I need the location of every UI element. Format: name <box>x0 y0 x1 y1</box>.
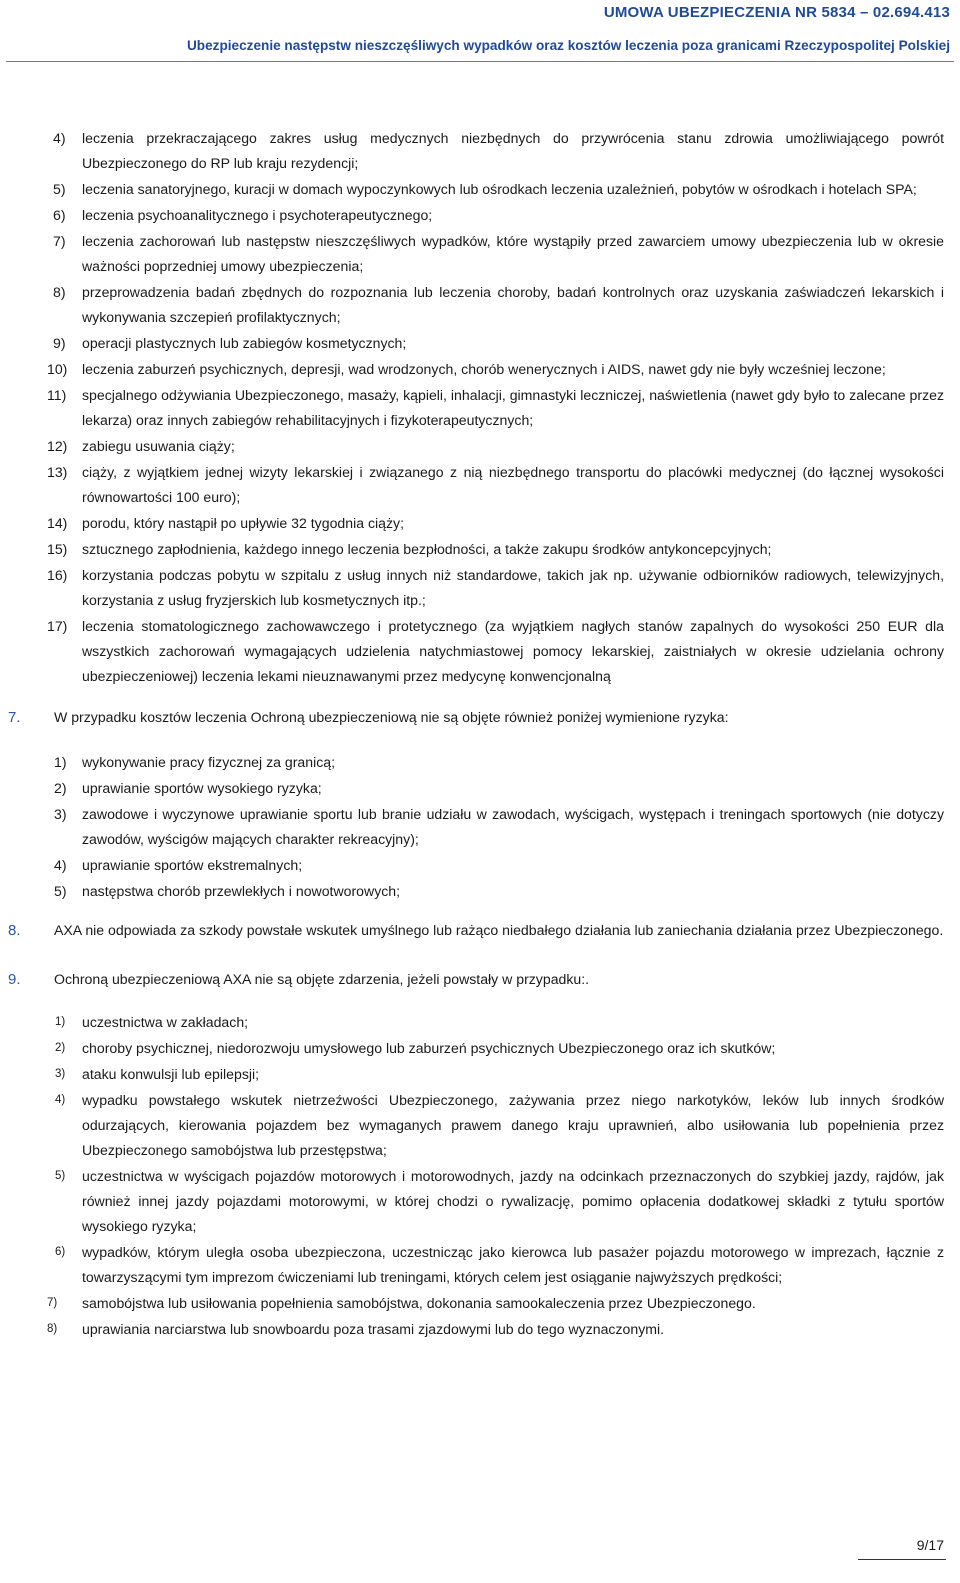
list-item-text: leczenia zaburzeń psychicznych, depresji, wad wrodzonych, chorób wenerycznych i AIDS, nawet gdy nie były wcześniej leczone; <box>82 361 886 377</box>
list-item-text: wypadków, którym uległa osoba ubezpieczona, uczestnicząc jako kierowca lub pasażer pojazdu motorowego w imprezach, łącznie z towarzyszącymi tym imprezom ćwiczeniami lub treningami, których celem jest osiąganie najwyższych prędkości; <box>82 1244 944 1285</box>
list-item-text: przeprowadzenia badań zbędnych do rozpoznania lub leczenia choroby, badań kontrolnych oraz uzyskania zaświadczeń lekarskich i wykonywania szczepień profilaktycznych; <box>82 284 944 325</box>
list-item-number: 7) <box>53 233 66 249</box>
list-item <box>0 879 960 904</box>
list-item-text: uczestnictwa w wyścigach pojazdów motorowych i motorowodnych, jazdy na odcinkach przeznaczonych do szybkiej jazdy, rajdów, jak również innej jazdy pojazdami motorowymi, w której chodzi o rywalizację, pomimo opłacenia dodatkowej składki z tytułu sportów wysokiego ryzyka; <box>82 1168 944 1234</box>
list-item <box>0 1317 960 1342</box>
list-item-number: 1) <box>54 754 67 770</box>
list-item-text: leczenia stomatologicznego zachowawczego i protetycznego (za wyjątkiem nagłych stanów zapalnych do wysokości 250 EUR dla wszystkich zachorowań wymagających udzielenia natychmiastowej pomocy lekarskiej, zaistniałych w okresie udzielania ochrony ubezpieczeniowej) leczenia lekami nieuznawanymi przez medycynę konwencjonalną <box>82 618 944 684</box>
list-item-text: uprawianie sportów wysokiego ryzyka; <box>82 780 322 796</box>
exclusion-list-medical <box>0 126 960 689</box>
list-item <box>0 280 960 330</box>
list-item-number: 3) <box>54 806 67 822</box>
list-item-number: 8) <box>47 1323 58 1335</box>
section-number: 9. <box>8 971 21 988</box>
list-item-number: 13) <box>47 464 68 480</box>
list-item-text: porodu, który nastąpił po upływie 32 tygodnia ciąży; <box>82 515 404 531</box>
section-8 <box>0 918 960 943</box>
list-item <box>0 126 960 176</box>
section-number: 8. <box>8 922 21 939</box>
list-item-text: następstwa chorób przewlekłych i nowotworowych; <box>82 883 401 899</box>
list-item-number: 9) <box>53 335 66 351</box>
list-item-number: 5) <box>55 1170 66 1182</box>
list-item <box>0 802 960 852</box>
list-item-number: 10) <box>47 361 68 377</box>
list-item <box>0 563 960 613</box>
list-item-text: wypadku powstałego wskutek nietrzeźwości Ubezpieczonego, zażywania przez niego narkotyków, leków lub innych środków odurzających, kierowania pojazdem bez wymaganych prawem danego kraju uprawnień, albo usiłowania lub popełnienia przez Ubezpieczonego samobójstwa lub przestępstwa; <box>82 1092 944 1158</box>
list-item <box>0 853 960 878</box>
list-item-text: specjalnego odżywiania Ubezpieczonego, masaży, kąpieli, inhalacji, gimnastyki leczniczej, naświetlenia (nawet gdy było to zalecane przez lekarza) oraz innych zabiegów rehabilitacyjnych i fizykoterapeutycznych; <box>82 387 944 428</box>
section-7 <box>0 705 960 730</box>
list-item-text: zabiegu usuwania ciąży; <box>82 438 235 454</box>
list-item-number: 4) <box>55 1094 66 1106</box>
list-item-text: sztucznego zapłodnienia, każdego innego leczenia bezpłodności, a także zakupu środków antykoncepcyjnych; <box>82 541 772 557</box>
list-item <box>0 1291 960 1316</box>
list-item <box>0 1036 960 1061</box>
list-item-number: 4) <box>53 130 66 146</box>
list-item-text: leczenia psychoanalitycznego i psychoterapeutycznego; <box>82 207 433 223</box>
list-item-text: choroby psychicznej, niedorozwoju umysłowego lub zaburzeń psychicznych Ubezpieczonego oraz ich skutków; <box>82 1040 776 1056</box>
list-item-number: 2) <box>55 1042 66 1054</box>
section-text: AXA nie odpowiada za szkody powstałe wskutek umyślnego lub rażąco niedbałego działania lub zaniechania działania przez Ubezpieczonego. <box>54 922 944 938</box>
list-item-text: leczenia przekraczającego zakres usług medycznych niezbędnych do przywrócenia stanu zdrowia umożliwiającego powrót Ubezpieczonego do RP lub kraju rezydencji; <box>82 130 944 171</box>
list-item-text: uprawianie sportów ekstremalnych; <box>82 857 303 873</box>
list-item <box>0 1240 960 1290</box>
list-item-number: 7) <box>47 1297 58 1309</box>
footer-divider <box>858 1559 946 1560</box>
page-number: 9/17 <box>916 1537 944 1553</box>
list-item-text: leczenia sanatoryjnego, kuracji w domach wypoczynkowych lub ośrodkach leczenia uzależnień, pobytów w ośrodkach i hotelach SPA; <box>82 181 917 197</box>
section-text: W przypadku kosztów leczenia Ochroną ubezpieczeniową nie są objęte również poniżej wymienione ryzyka: <box>54 709 729 725</box>
list-item <box>0 1088 960 1163</box>
list-item <box>0 229 960 279</box>
list-item-text: operacji plastycznych lub zabiegów kosmetycznych; <box>82 335 407 351</box>
section-number: 7. <box>8 709 21 726</box>
list-item-number: 12) <box>47 438 68 454</box>
section-9 <box>0 967 960 992</box>
list-item <box>0 203 960 228</box>
list-item <box>0 383 960 433</box>
exclusion-list-risks <box>0 750 960 904</box>
list-item-number: 6) <box>53 207 66 223</box>
list-item <box>0 776 960 801</box>
list-item <box>0 1010 960 1035</box>
list-item-text: samobójstwa lub usiłowania popełnienia samobójstwa, dokonania samookaleczenia przez Ubezpieczonego. <box>82 1295 756 1311</box>
list-item-text: uprawiania narciarstwa lub snowboardu poza trasami zjazdowymi lub do tego wyznaczonymi. <box>82 1321 665 1337</box>
header-divider <box>6 61 954 62</box>
list-item-number: 14) <box>47 515 68 531</box>
exclusion-list-events <box>0 1010 960 1342</box>
list-item-text: korzystania podczas pobytu w szpitalu z usług innych niż standardowe, takich jak np. używanie odbiorników radiowych, telewizyjnych, korzystania z usług fryzjerskich lub kosmetycznych itp.; <box>82 567 944 608</box>
list-item <box>0 177 960 202</box>
document-title: UMOWA UBEZPIECZENIA NR 5834 – 02.694.413 <box>603 4 950 21</box>
section-text: Ochroną ubezpieczeniową AXA nie są objęte zdarzenia, jeżeli powstały w przypadku:. <box>54 971 590 987</box>
list-item-text: zawodowe i wyczynowe uprawianie sportu lub branie udziału w zawodach, wyścigach, występach i treningach sportowych (nie dotyczy zawodów, wyścigów mających charakter rekreacyjny); <box>82 806 944 847</box>
list-item-text: ataku konwulsji lub epilepsji; <box>82 1066 260 1082</box>
list-item-number: 17) <box>47 618 68 634</box>
list-item-number: 2) <box>54 780 67 796</box>
list-item-number: 1) <box>55 1016 66 1028</box>
list-item <box>0 511 960 536</box>
list-item-number: 16) <box>47 567 68 583</box>
list-item <box>0 1062 960 1087</box>
list-item <box>0 1164 960 1239</box>
document-subtitle: Ubezpieczenie następstw nieszczęśliwych wypadków oraz kosztów leczenia poza granicami Rzeczypospolitej Polskiej <box>186 38 950 53</box>
list-item-number: 15) <box>47 541 68 557</box>
list-item <box>0 331 960 356</box>
list-item-number: 6) <box>55 1246 66 1258</box>
list-item-number: 11) <box>47 387 67 403</box>
list-item-text: uczestnictwa w zakładach; <box>82 1014 249 1030</box>
list-item-number: 5) <box>53 181 66 197</box>
list-item <box>0 537 960 562</box>
list-item-text: leczenia zachorowań lub następstw nieszczęśliwych wypadków, które wystąpiły przed zawarciem umowy ubezpieczenia lub w okresie ważności poprzedniej umowy ubezpieczenia; <box>82 233 944 274</box>
list-item-number: 3) <box>55 1068 66 1080</box>
list-item-number: 5) <box>54 883 67 899</box>
list-item-text: ciąży, z wyjątkiem jednej wizyty lekarskiej i związanego z nią niezbędnego transportu do placówki medycznej (do łącznej wysokości równowartości 100 euro); <box>82 464 944 505</box>
list-item <box>0 357 960 382</box>
list-item-number: 4) <box>54 857 67 873</box>
list-item <box>0 460 960 510</box>
list-item-number: 8) <box>53 284 66 300</box>
list-item <box>0 750 960 775</box>
page-content <box>0 126 960 1343</box>
list-item <box>0 434 960 459</box>
list-item-text: wykonywanie pracy fizycznej za granicą; <box>82 754 336 770</box>
list-item <box>0 614 960 689</box>
